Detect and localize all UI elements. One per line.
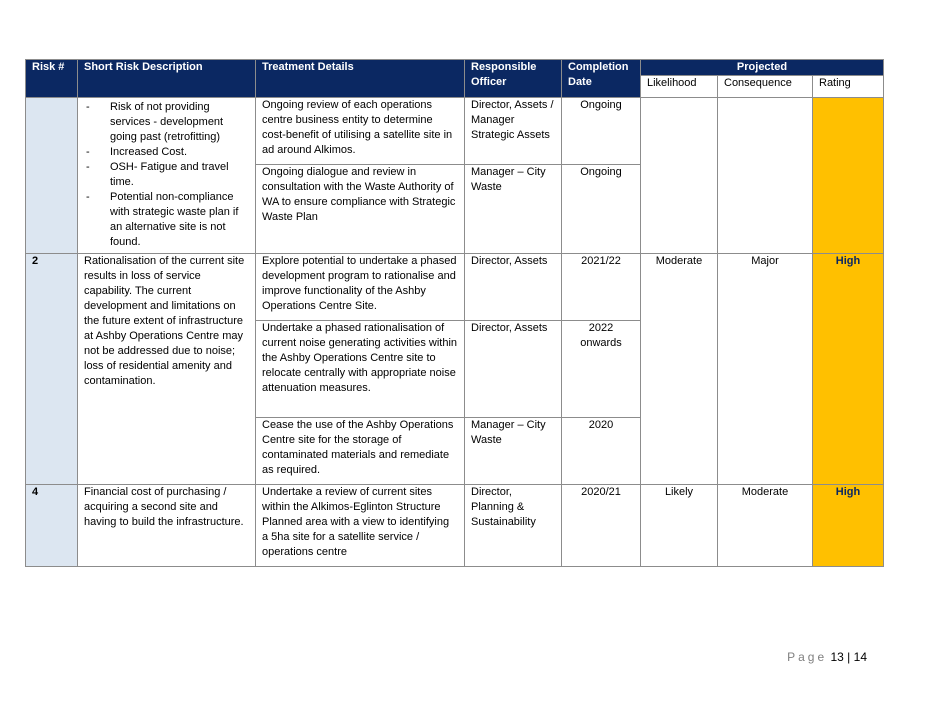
risk-description: Rationalisation of the current site results in loss of service capability. The current development and limitations on the future extent of infrastructure at Ashby Operations Centre may not be addressed due to noise; loss of residential amenity and contamination. [78, 254, 256, 485]
risk-number [26, 98, 78, 254]
page-total: 14 [853, 650, 867, 664]
likelihood-value [641, 98, 718, 254]
risk-bullet-list [84, 100, 249, 250]
completion-date: 2020 [562, 418, 641, 485]
page-separator: | [847, 650, 851, 664]
table-row [26, 485, 884, 567]
treatment-detail: Undertake a review of current sites within the Alkimos-Eglinton Structure Planned area with a view to identifying a 5ha site for a satellite service / operations centre [256, 485, 465, 567]
completion-date: 2021/22 [562, 254, 641, 321]
header-projected: Projected [641, 60, 884, 76]
likelihood-value: Likely [641, 485, 718, 567]
completion-date: Ongoing [562, 98, 641, 165]
header-short-description: Short Risk Description [78, 60, 256, 98]
table-row [26, 254, 884, 321]
header-treatment-details: Treatment Details [256, 60, 465, 98]
header-risk-no: Risk # [26, 60, 78, 98]
treatment-detail: Ongoing review of each operations centre business entity to determine cost-benefit of utilising a satellite site in ad around Alkimos. [256, 98, 465, 165]
responsible-officer: Director, Assets / Manager Strategic Assets [465, 98, 562, 165]
header-likelihood: Likelihood [641, 76, 718, 98]
risk-number: 2 [26, 254, 78, 485]
header-completion-date: Completion Date [562, 60, 641, 98]
treatment-detail: Undertake a phased rationalisation of current noise generating activities within the Ashby Operations Centre site to relocate centrally with appropriate noise attenuation measures. [256, 321, 465, 418]
likelihood-value: Moderate [641, 254, 718, 485]
completion-date: 2020/21 [562, 485, 641, 567]
rating-value: High [813, 254, 884, 485]
responsible-officer: Director, Assets [465, 254, 562, 321]
page-current: 13 [830, 650, 844, 664]
responsible-officer: Director, Planning & Sustainability [465, 485, 562, 567]
responsible-officer: Manager – City Waste [465, 165, 562, 254]
responsible-officer: Manager – City Waste [465, 418, 562, 485]
header-rating: Rating [813, 76, 884, 98]
responsible-officer: Director, Assets [465, 321, 562, 418]
risk-bullet: - OSH- Fatigue and travel time. [84, 160, 249, 190]
risk-bullet: - Increased Cost. [84, 145, 249, 160]
treatment-detail: Cease the use of the Ashby Operations Centre site for the storage of contaminated materials and remediate as required. [256, 418, 465, 485]
risk-bullet: - Potential non-compliance with strategic waste plan if an alternative site is not found. [84, 190, 249, 250]
treatment-detail: Ongoing dialogue and review in consultation with the Waste Authority of WA to ensure compliance with Strategic Waste Plan [256, 165, 465, 254]
risk-description: Financial cost of purchasing / acquiring a second site and having to build the infrastructure. [78, 485, 256, 567]
consequence-value: Major [718, 254, 813, 485]
rating-value [813, 98, 884, 254]
header-responsible-officer: Responsible Officer [465, 60, 562, 98]
table-row [26, 98, 884, 165]
rating-value: High [813, 485, 884, 567]
consequence-value: Moderate [718, 485, 813, 567]
treatment-detail: Explore potential to undertake a phased development program to rationalise and improve functionality of the Ashby Operations Centre Site. [256, 254, 465, 321]
completion-date: Ongoing [562, 165, 641, 254]
consequence-value [718, 98, 813, 254]
risk-number: 4 [26, 485, 78, 567]
page-label: Page [787, 650, 828, 664]
risk-description [78, 98, 256, 254]
risk-bullet: - Risk of not providing services - development going past (retrofitting) [84, 100, 249, 145]
header-consequence: Consequence [718, 76, 813, 98]
risk-register-table [25, 59, 884, 567]
page-footer [787, 650, 867, 664]
completion-date: 2022 onwards [562, 321, 641, 418]
